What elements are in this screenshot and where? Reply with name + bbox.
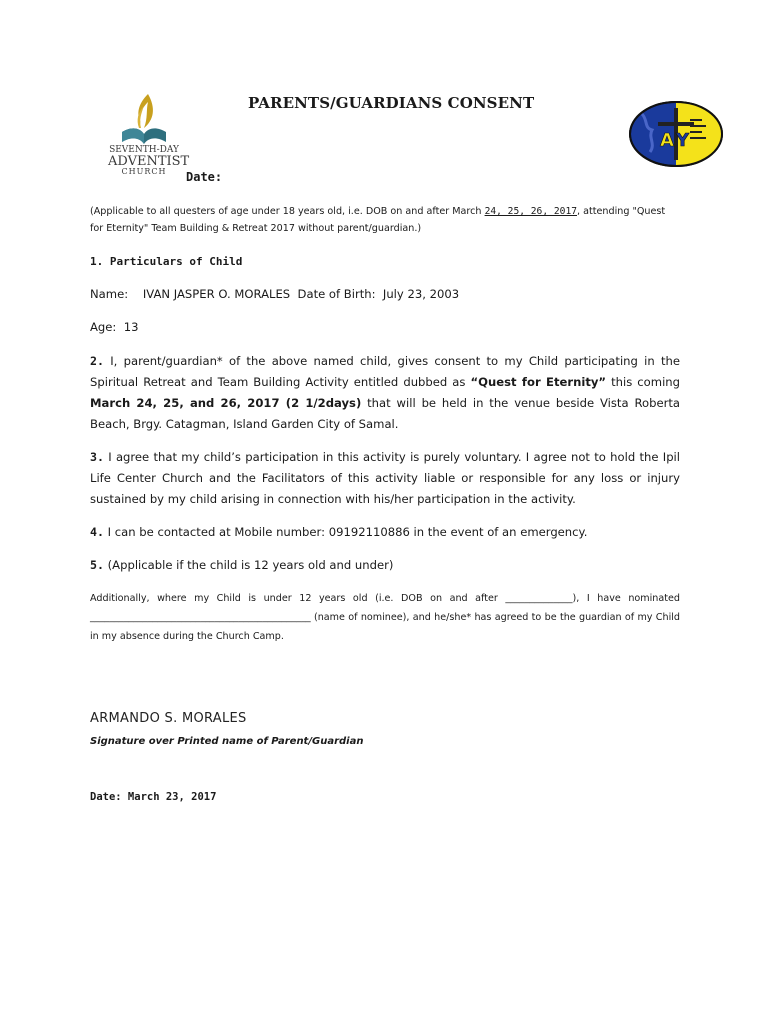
applicable-dates: 24, 25, 26, 2017 [484, 206, 577, 217]
section5-number: 5. [90, 558, 104, 572]
event-name: “Quest for Eternity” [470, 375, 607, 389]
section4-paragraph [90, 522, 680, 543]
svg-text:A: A [660, 130, 674, 151]
section2-text-a: I, parent/guardian* of the above named child, gives consent to my Child participating in the Spiritual Retreat and Team Building Activity entitled dubbed as [90, 354, 680, 389]
event-dates: March 24, 25, and 26, 2017 (2 1/2days) [90, 396, 362, 410]
signature-label: Signature over Printed name of Parent/Guardian [90, 736, 364, 747]
child-name-row [90, 284, 680, 305]
applicable-suffix: , attending "Quest for Eternity" Team Building & Retreat 2017 without parent/guardian.) [90, 206, 666, 234]
ay-globe-icon [628, 100, 724, 168]
sda-flame-book-icon [108, 92, 180, 148]
section2-text-c: that will be held in the venue beside Vista Roberta Beach, Brgy. Catagman, Island Garden City of Samal. [90, 396, 680, 431]
section3-text: I agree that my child’s participation in this activity is purely voluntary. I agree not to hold the Ipil Life Center Church and the Facilitators of this activity liable or responsible for any loss or injury sustained by my child arising in connection with his/her participation in the activity. [90, 450, 680, 506]
age-value: 13 [123, 320, 139, 334]
dob-label: Date of Birth: [297, 287, 376, 301]
section2-paragraph [90, 351, 680, 435]
section2-number: 2. [90, 354, 104, 368]
sda-logo-line3: CHURCH [121, 167, 167, 176]
section3-paragraph [90, 447, 680, 510]
section1-heading: 1. Particulars of Child [90, 255, 243, 268]
section5-additional [90, 589, 680, 646]
dob-value: July 23, 2003 [382, 287, 460, 301]
date-label: Date: [186, 170, 223, 184]
age-label: Age: [90, 320, 117, 334]
parent-printed-name: ARMANDO S. MORALES [90, 711, 247, 726]
section3-number: 3. [90, 450, 104, 464]
sda-logo-line2: ADVENTIST [108, 154, 190, 169]
signature-date: Date: March 23, 2017 [90, 791, 217, 803]
seventh-day-adventist-logo [108, 92, 190, 186]
section4-number: 4. [90, 525, 104, 539]
section5-additional-b: ______________________________________________ (name of nominee), and he/she* has agreed to be the guardian of my Child in my absence during the Church Camp. [90, 612, 680, 642]
section2-text-b: this coming [606, 375, 681, 389]
applicable-prefix: (Applicable to all questers of age under 18 years old, i.e. DOB on and after March [90, 206, 485, 217]
name-label: Name: [90, 287, 129, 301]
page-title: PARENTS/GUARDIANS CONSENT [248, 94, 535, 112]
applicable-note [90, 203, 680, 237]
age-row [90, 317, 680, 338]
section5-text: (Applicable if the child is 12 years old and under) [107, 558, 394, 572]
sda-logo-line1: SEVENTH-DAY [109, 145, 179, 155]
svg-text:Y: Y [676, 130, 690, 151]
adventist-youth-logo [628, 100, 724, 168]
section5-additional-a: Additionally, where my Child is under 12 years old (i.e. DOB on and after ______________), I have nominated [90, 593, 680, 604]
child-name-value: IVAN JASPER O. MORALES [142, 287, 291, 301]
section4-text: I can be contacted at Mobile number: 09192110886 in the event of an emergency. [107, 525, 588, 539]
section5-paragraph [90, 555, 680, 576]
